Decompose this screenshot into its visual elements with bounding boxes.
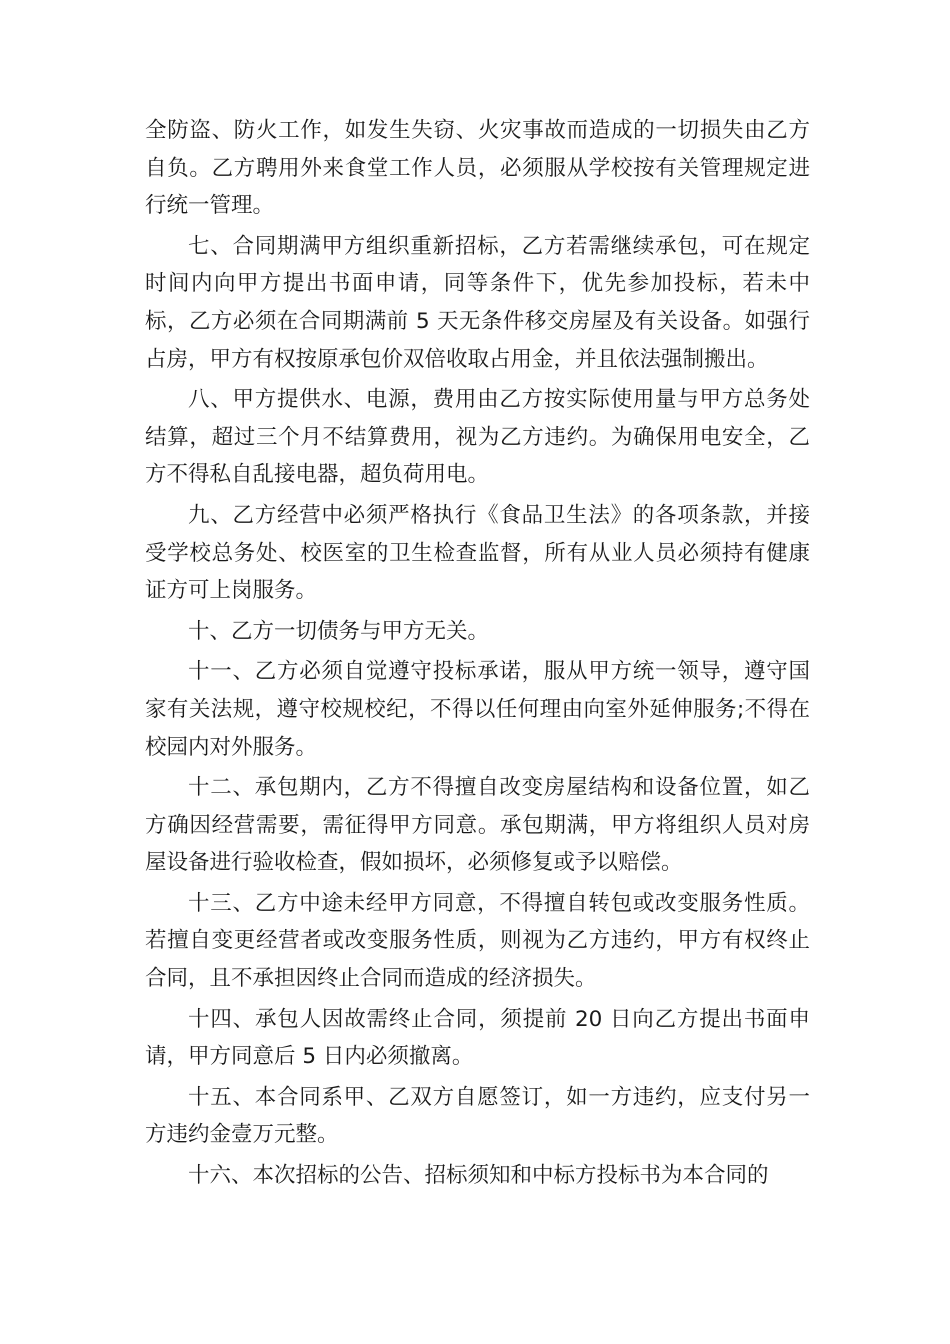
paragraph-clause-7: 七、合同期满甲方组织重新招标，乙方若需继续承包，可在规定时间内向甲方提出书面申请，同等条件下，优先参加投标，若未中标，乙方必须在合同期满前 5 天无条件移交房屋及有关设备。如强行占房，甲方有权按原承包价双倍收取占用金，并且依法强制搬出。 [145,233,810,372]
paragraph-continued-safety: 全防盗、防火工作，如发生失窃、火灾事故而造成的一切损失由乙方自负。乙方聘用外来食堂工作人员，必须服从学校按有关管理规定进行统一管理。 [145,118,810,219]
paragraph-clause-10: 十、乙方一切债务与甲方无关。 [188,618,490,644]
paragraph-clause-16: 十六、本次招标的公告、招标须知和中标方投标书为本合同的 [188,1163,769,1189]
paragraph-clause-12: 十二、承包期内，乙方不得擅自改变房屋结构和设备位置，如乙方确因经营需要，需征得甲方同意。承包期满，甲方将组织人员对房屋设备进行验收检查，假如损坏，必须修复或予以赔偿。 [145,775,810,876]
document-body [145,112,810,1198]
paragraph-clause-8: 八、甲方提供水、电源，费用由乙方按实际使用量与甲方总务处结算，超过三个月不结算费用，视为乙方违约。为确保用电安全，乙方不得私自乱接电器，超负荷用电。 [145,387,810,488]
paragraph-clause-15: 十五、本合同系甲、乙双方自愿签订，如一方违约，应支付另一方违约金壹万元整。 [145,1084,810,1148]
paragraph-clause-13: 十三、乙方中途未经甲方同意，不得擅自转包或改变服务性质。若擅自变更经营者或改变服务性质，则视为乙方违约，甲方有权终止合同，且不承担因终止合同而造成的经济损失。 [145,890,810,992]
paragraph-clause-9: 九、乙方经营中必须严格执行《食品卫生法》的各项条款，并接受学校总务处、校医室的卫生检查监督，所有从业人员必须持有健康证方可上岗服务。 [145,502,810,604]
paragraph-clause-11: 十一、乙方必须自觉遵守投标承诺，服从甲方统一领导，遵守国家有关法规，遵守校规校纪，不得以任何理由向室外延伸服务;不得在校园内对外服务。 [145,659,810,760]
paragraph-clause-14: 十四、承包人因故需终止合同，须提前 20 日向乙方提出书面申请，甲方同意后 5 日内必须撤离。 [145,1006,810,1070]
